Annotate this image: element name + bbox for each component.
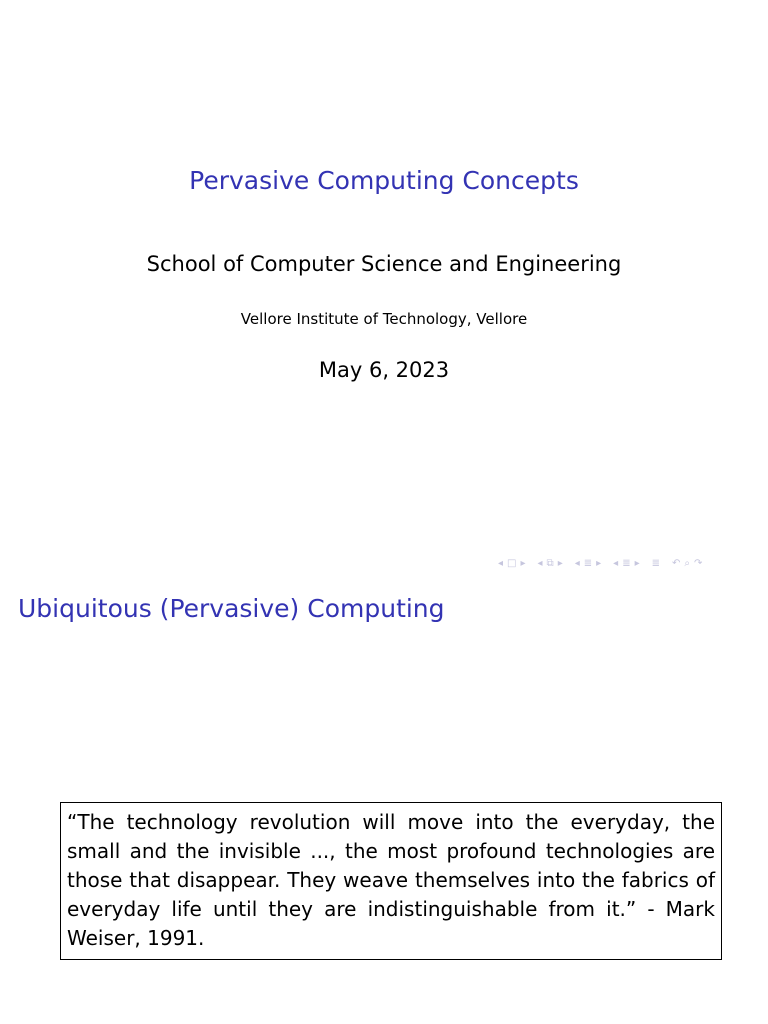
nav-right-arrow-icon[interactable]: ▸ xyxy=(557,557,563,569)
search-nav[interactable] xyxy=(670,558,704,569)
nav-left-arrow-icon[interactable]: ◂ xyxy=(537,557,543,569)
frame-icon[interactable]: □ xyxy=(507,557,517,569)
content-slide xyxy=(0,580,768,1024)
frame-title: Ubiquitous (Pervasive) Computing xyxy=(18,594,445,623)
appendix-icon[interactable]: ≣ xyxy=(651,557,661,569)
author-school: School of Computer Science and Engineering xyxy=(146,252,622,276)
presentation-date: May 6, 2023 xyxy=(318,358,450,382)
presentation-title: Pervasive Computing Concepts xyxy=(189,166,579,195)
nav-left-arrow-icon[interactable]: ◂ xyxy=(613,557,619,569)
section-icon[interactable]: ≣ xyxy=(583,557,593,569)
back-icon[interactable]: ↶ xyxy=(672,557,681,569)
slide-icon[interactable]: ≣ xyxy=(622,557,631,569)
institute-name: Vellore Institute of Technology, Vellore xyxy=(240,310,528,328)
subsection-icon[interactable]: ⧉ xyxy=(546,557,554,569)
nav-right-arrow-icon[interactable]: ▸ xyxy=(520,557,526,569)
appendix-nav[interactable] xyxy=(650,558,662,569)
nav-right-arrow-icon[interactable]: ▸ xyxy=(634,557,640,569)
slide-nav[interactable] xyxy=(611,558,641,569)
search-icon[interactable]: ⌕ xyxy=(684,557,691,569)
section-nav[interactable] xyxy=(573,558,603,569)
beamer-navigation-bar xyxy=(494,556,764,570)
quote-box: “The technology revolution will move into the everyday, the small and the invisible ..., the most profound technologies are those that disappear. They weave themselves into the fabrics of everyday life until they are indistinguishable from it.” - Mark Weiser, 1991. xyxy=(60,802,722,960)
frame-nav[interactable] xyxy=(496,558,528,569)
nav-right-arrow-icon[interactable]: ▸ xyxy=(596,557,602,569)
forward-icon[interactable]: ↷ xyxy=(694,557,703,569)
nav-left-arrow-icon[interactable]: ◂ xyxy=(498,557,504,569)
subsection-nav[interactable] xyxy=(536,558,565,569)
nav-left-arrow-icon[interactable]: ◂ xyxy=(574,557,580,569)
